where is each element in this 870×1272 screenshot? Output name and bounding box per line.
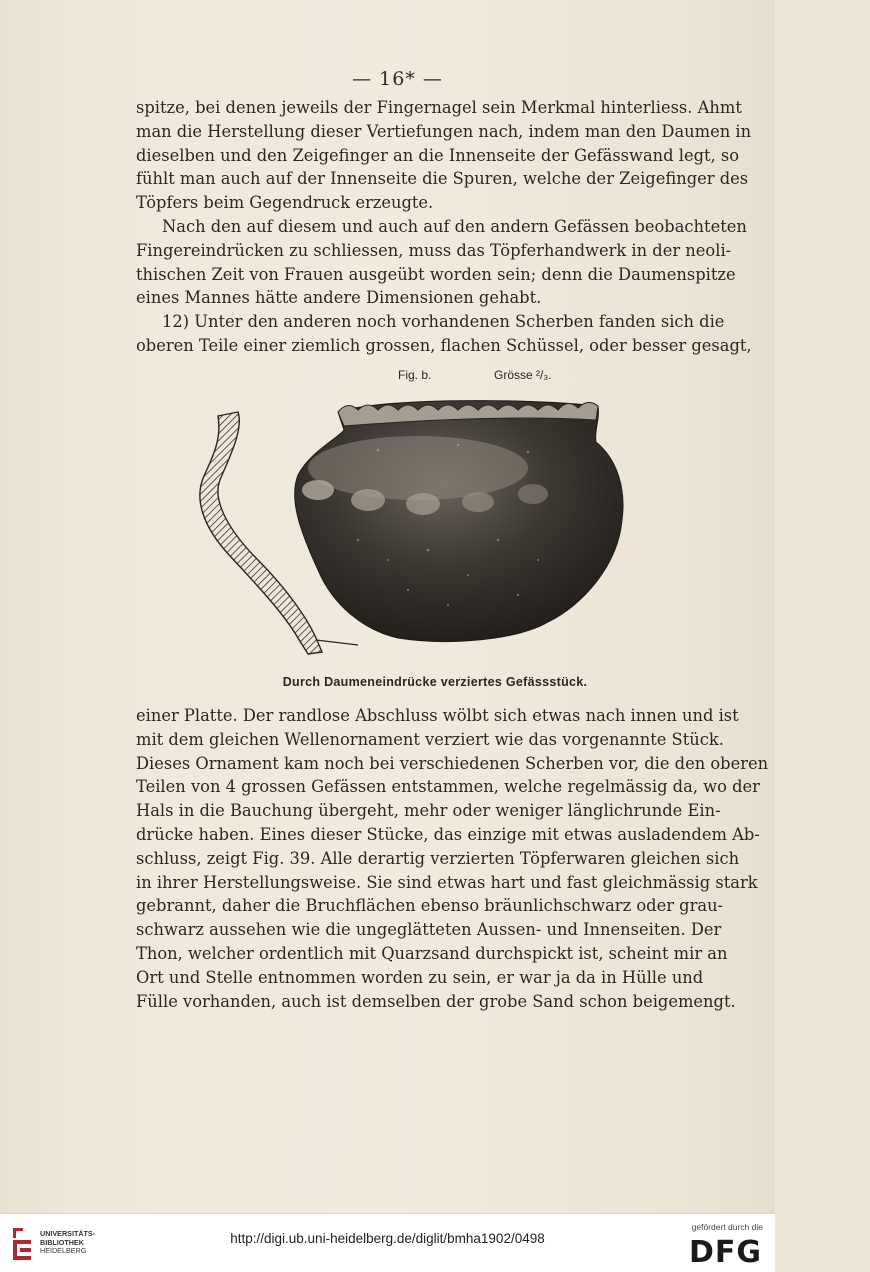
text-line: Nach den auf diesem und auch auf den andern Gefässen beobachteten	[162, 216, 747, 236]
text-line: schluss, zeigt Fig. 39. Alle derartig verzierten Töpferwaren gleichen sich	[136, 848, 740, 868]
pottery-illustration	[198, 390, 628, 675]
text-line: schwarz aussehen wie die ungeglätteten Aussen- und Innenseiten. Der	[136, 920, 722, 940]
sponsor-text: gefördert durch die	[691, 1222, 763, 1232]
figure-caption: Durch Daumeneindrücke verziertes Gefässstück.	[282, 675, 588, 689]
dfg-logo: DFG	[688, 1235, 762, 1270]
text-line: 12) Unter den anderen noch vorhandenen Scherben fanden sich die	[162, 312, 725, 332]
text-line: thischen Zeit von Frauen ausgeübt worden sein; denn die Daumenspitze	[136, 264, 736, 284]
vessel-body	[295, 401, 623, 642]
text-line: gebrannt, daher die Bruchflächen ebenso bräunlichschwarz oder grau-	[136, 896, 724, 916]
institution-line-1: UNIVERSITÄTS-	[40, 1229, 96, 1238]
text-line: eines Mannes hätte andere Dimensionen gehabt.	[136, 288, 542, 308]
text-line: Fülle vorhanden, auch ist demselben der grobe Sand schon beigemengt.	[136, 991, 736, 1011]
figure-scale: Grösse ²/₃.	[494, 368, 552, 382]
text-line: einer Platte. Der randlose Abschluss wölbt sich etwas nach innen und ist	[136, 706, 739, 725]
text-line: dieselben und den Zeigefinger an die Innenseite der Gefässwand legt, so	[136, 145, 740, 165]
institution-line-3: HEIDELBERG	[40, 1246, 87, 1256]
text-line: man die Herstellung dieser Vertiefungen nach, indem man den Daumen in	[136, 121, 752, 141]
text-line: Thon, welcher ordentlich mit Quarzsand durchspickt ist, scheint mir an	[136, 943, 728, 963]
text-line: Fingereindrücken zu schliessen, muss das Töpferhandwerk in der neoli-	[136, 240, 732, 260]
vessel-drawing	[198, 390, 628, 675]
permalink-url[interactable]: http://digi.ub.uni-heidelberg.de/diglit/bmha1902/0498	[230, 1231, 545, 1246]
text-line: Töpfers beim Gegendruck erzeugte.	[136, 193, 434, 213]
text-block-bottom	[136, 704, 769, 1013]
text-line: Hals in die Bauchung übergeht, mehr oder weniger länglichrunde Ein-	[136, 801, 721, 821]
figure-label: Fig. b.	[398, 368, 432, 382]
text-line: mit dem gleichen Wellenornament verziert wie das vorgenannte Stück.	[136, 729, 724, 749]
page-number: — 16* —	[352, 68, 443, 90]
institution-line-2: BIBLIOTHEK	[40, 1237, 84, 1247]
text-line: fühlt man auch auf der Innenseite die Spuren, welche der Zeigefinger des	[136, 169, 749, 189]
text-line: in ihrer Herstellungsweise. Sie sind etwas hart und fast gleichmässig stark	[136, 872, 758, 892]
text-block-top	[136, 96, 752, 358]
text-line: drücke haben. Eines dieser Stücke, das einzige mit etwas ausladendem Ab-	[136, 824, 760, 844]
text-line: oberen Teile einer ziemlich grossen, flachen Schüssel, oder besser gesagt,	[136, 335, 752, 355]
text-line: Ort und Stelle entnommen worden zu sein, er war ja da in Hülle und	[136, 967, 704, 987]
text-line: Dieses Ornament kam noch bei verschiedenen Scherben vor, die den oberen	[136, 753, 769, 773]
text-line: Teilen von 4 grossen Gefässen entstammen, welche regelmässig da, wo der	[136, 777, 760, 797]
footer-bar	[0, 1213, 775, 1272]
text-line: spitze, bei denen jeweils der Fingernagel sein Merkmal hinterliess. Ahmt	[136, 98, 742, 117]
